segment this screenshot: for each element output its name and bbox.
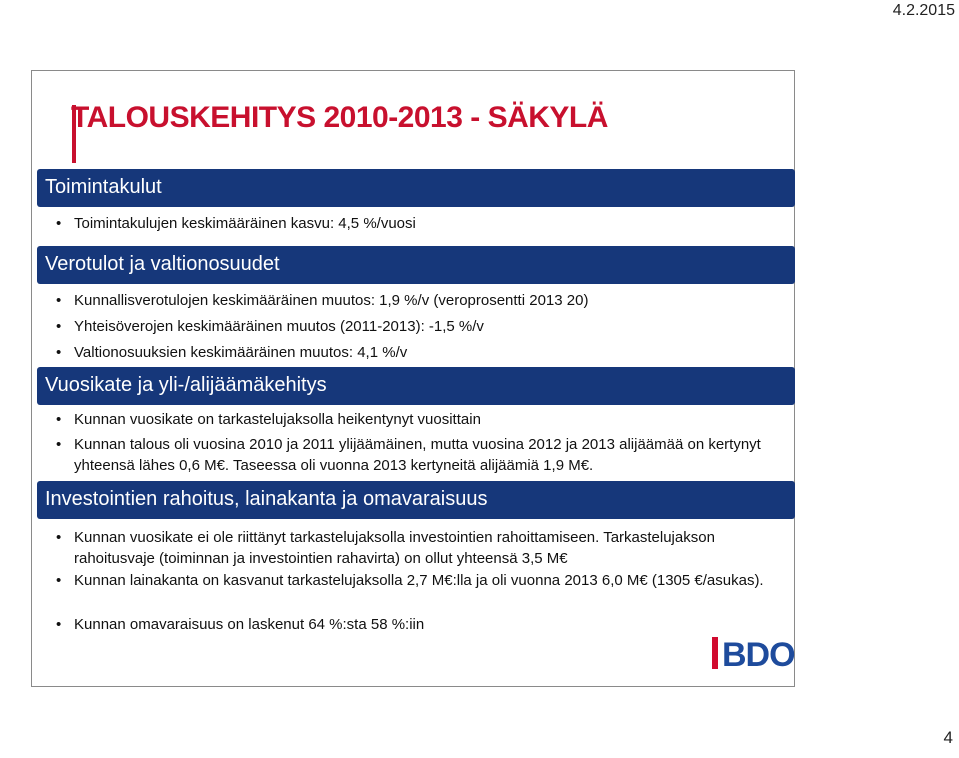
bullet-text: Toimintakulujen keskimääräinen kasvu: 4,5 %/vuosi [74,215,416,232]
bullet-text: Kunnan vuosikate ei ole riittänyt tarkastelujaksolla investointien rahoittamiseen. Tarkastelujakson rahoitusvaje (toiminnan ja investointien rahavirta) on ollut yhteensä 3,5 M€ [74,529,715,567]
bullet-dot: • [56,411,62,428]
bdo-logo [712,633,802,673]
bullet-dot: • [56,215,62,232]
bullet-text: Kunnan vuosikate on tarkastelujaksolla heikentynyt vuosittain [74,411,481,428]
bullet-dot: • [56,436,62,453]
section-header-vuosikate: Vuosikate ja yli-/alijäämäkehitys [37,367,795,405]
bullet-dot: • [56,572,62,589]
bullet-dot: • [56,292,62,309]
bullet-text: Valtionosuuksien keskimääräinen muutos: 4,1 %/v [74,344,408,361]
bullet-dot: • [56,529,62,546]
section-header-investointien-rahoitus: Investointien rahoitus, lainakanta ja omavaraisuus [37,481,795,519]
bullet-text: Kunnan talous oli vuosina 2010 ja 2011 ylijäämäinen, mutta vuosina 2012 ja 2013 alijäämää on kertynyt yhteensä lähes 0,6 M€. Taseessa oli vuonna 2013 kertyneitä alijäämiä 1,9 M€. [74,436,761,474]
bullet-text: Kunnan omavaraisuus on laskenut 64 %:sta 58 %:iin [74,616,425,633]
page-number: 4 [943,728,953,747]
bullet-text: Kunnallisverotulojen keskimääräinen muutos: 1,9 %/v (veroprosentti 2013 20) [74,292,589,309]
bullet-text: Yhteisöverojen keskimääräinen muutos (2011-2013): -1,5 %/v [74,318,484,335]
logo-red-bar [712,637,718,669]
page-date: 4.2.2015 [892,2,955,19]
bullet-text: Kunnan lainakanta on kasvanut tarkastelujaksolla 2,7 M€:lla ja oli vuonna 2013 6,0 M€ (1305 €/asukas). [74,572,764,589]
bullet-item [56,342,796,363]
slide-title: TALOUSKEHITYS 2010-2013 - SÄKYLÄ [71,101,608,134]
bullet-item [56,614,796,635]
logo-text: BDO [722,636,795,673]
bullet-item [56,213,796,234]
bullet-item [56,570,796,591]
bullet-dot: • [56,344,62,361]
bullet-item [56,434,796,476]
bullet-item [56,527,796,569]
bullet-item [56,316,796,337]
section-header-toimintakulut: Toimintakulut [37,169,795,207]
bullet-item [56,409,796,430]
bullet-dot: • [56,616,62,633]
slide [31,70,795,687]
bullet-item [56,290,796,311]
section-header-verotulot: Verotulot ja valtionosuudet [37,246,795,284]
bullet-dot: • [56,318,62,335]
